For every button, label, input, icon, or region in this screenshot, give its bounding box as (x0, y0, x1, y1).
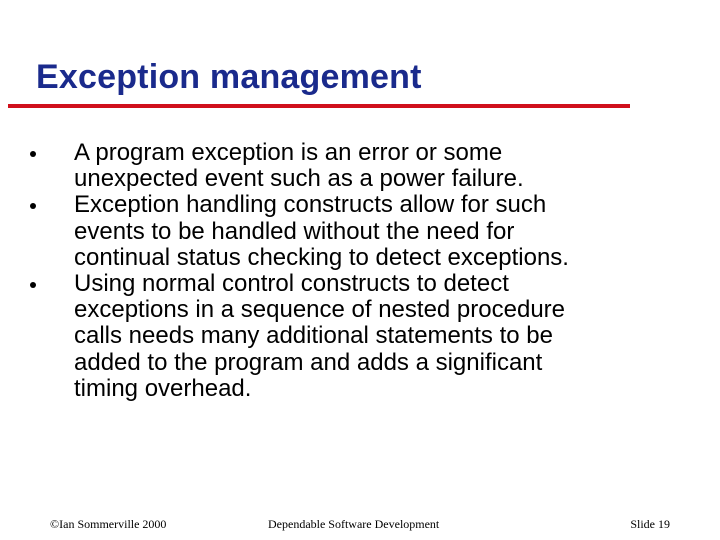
bullet-line: A program exception is an error or some (74, 139, 503, 166)
footer-slide-number: Slide 19 (630, 517, 670, 531)
footer-copyright: ©Ian Sommerville 2000 (50, 517, 167, 531)
bullet-line: exceptions in a sequence of nested procedure (74, 296, 566, 324)
footer-course-title: Dependable Software Development (268, 517, 440, 531)
bullet-list (30, 140, 690, 402)
bullet-line: events to be handled without the need for (74, 217, 515, 245)
bullet-item (30, 140, 690, 192)
bullet-line: timing overhead. (74, 374, 252, 402)
bullet-line: Using normal control constructs to detect (74, 270, 509, 298)
bullet-dot-icon (30, 282, 36, 288)
bullet-line: unexpected event such as a power failure. (74, 165, 524, 193)
slide-title: Exception management (36, 58, 422, 96)
bullet-item (30, 271, 690, 402)
bullet-line: calls needs many additional statements to be (74, 322, 553, 350)
bullet-dot-icon (30, 151, 36, 157)
bullet-line: added to the program and adds a significant (74, 348, 543, 376)
bullet-line: Exception handling constructs allow for such (74, 191, 547, 219)
bullet-line: continual status checking to detect exceptions. (74, 243, 569, 271)
title-underline-rule (8, 104, 630, 108)
bullet-dot-icon (30, 203, 36, 209)
bullet-item (30, 192, 690, 271)
